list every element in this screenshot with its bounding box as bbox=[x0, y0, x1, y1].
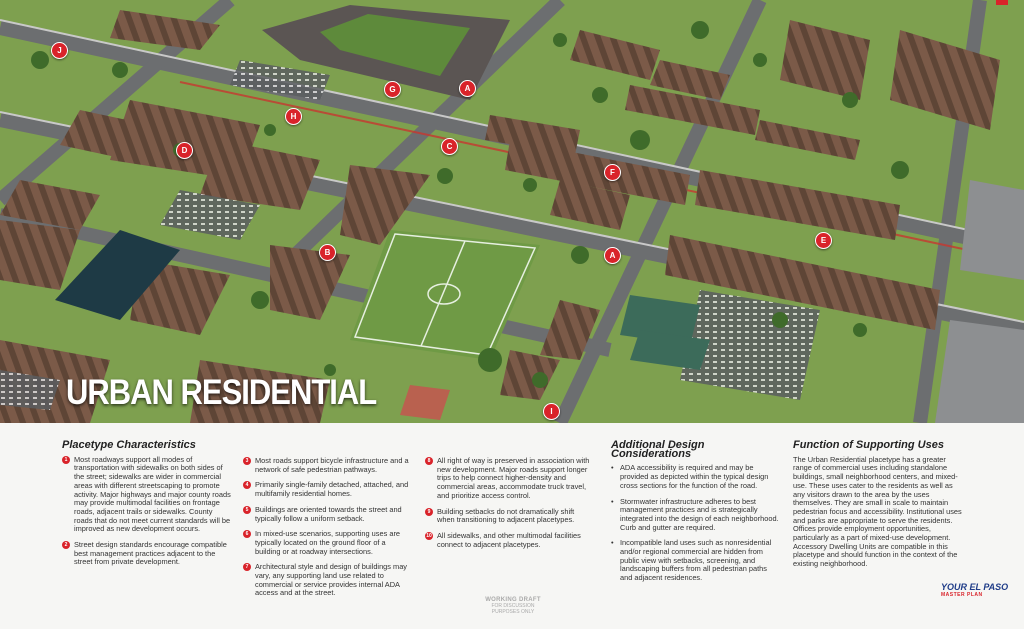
marker-a-2: A bbox=[604, 247, 621, 264]
supporting-text: The Urban Residential placetype has a greater range of commercial uses including standalone buildings, small neighborhood centers, and mixed-use. These uses cater to the residents as well as any visitors drawn to the area by the uses themselves. They are small in scale to maintain pedestrian focus and accessibility. Institutional uses and parks are appropriate to serve the residents. Offices provide employment opportunities, particularly as a part of mixed-use development. Accessory Dwelling Units are compatible in this placetype and should function in the context of the existing neighborhood. bbox=[793, 454, 962, 569]
list-item: 10 All sidewalks, and other multimodal facilities connect to adjacent placetypes. bbox=[426, 530, 581, 549]
marker-b: B bbox=[319, 244, 336, 261]
supporting-heading: Function of Supporting Uses bbox=[793, 439, 944, 451]
rightofway-column bbox=[425, 457, 593, 556]
list-item: 7 Architectural style and design of buildings may vary, any supporting land use related to commercial or service provides internal ADA access and at the street. bbox=[243, 563, 413, 598]
list-item: 6 In mixed-use scenarios, supporting uses are typically located on the ground floor of a building or at roadway intersections. bbox=[243, 530, 413, 556]
page-title: URBAN RESIDENTIAL bbox=[66, 372, 377, 413]
number-badge: 4 bbox=[243, 481, 251, 489]
marker-c: C bbox=[441, 138, 458, 155]
number-badge: 5 bbox=[243, 506, 251, 514]
design-column bbox=[611, 441, 779, 590]
list-item: 5 Buildings are oriented towards the street and typically follow a uniform setback. bbox=[243, 506, 413, 523]
logo-main-text: YOUR EL PASO bbox=[941, 582, 1009, 592]
design-heading: Additional Design Considerations bbox=[611, 439, 705, 460]
list-item: 4 Primarily single-family detached, attached, and multifamily residential homes. bbox=[243, 481, 413, 498]
number-badge: 2 bbox=[62, 541, 70, 549]
marker-i: I bbox=[543, 403, 560, 420]
text-panel bbox=[0, 423, 1024, 629]
list-item: 2 Street design standards encourage compatible best management practices adjacent to the street from private development. bbox=[62, 541, 232, 567]
list-item: 1 Most roadways support all modes of transportation with sidewalks on both sides of the street; sidewalks are wider in commercial areas with different streetscaping to promote activity. Major highways and major county roads may provide multimodal facilities on frontage roads, adjacent trails or sidewalks. County roads that do not meet current standards will be improved as new development occurs. bbox=[62, 456, 232, 534]
number-badge: 1 bbox=[62, 456, 70, 464]
roads-column bbox=[243, 457, 413, 605]
corner-tab bbox=[996, 0, 1008, 5]
placetype-column bbox=[62, 441, 232, 574]
number-badge: 8 bbox=[425, 457, 433, 465]
marker-d: D bbox=[176, 142, 193, 159]
draft-stamp bbox=[478, 597, 548, 615]
list-item: 3 Most roads support bicycle infrastructure and a network of safe pedestrian pathways. bbox=[243, 457, 413, 474]
marker-h: H bbox=[285, 108, 302, 125]
draft-subtitle: FOR DISCUSSION PURPOSES ONLY bbox=[491, 603, 535, 615]
number-badge: 9 bbox=[425, 508, 433, 516]
number-badge: 6 bbox=[243, 530, 251, 538]
your-el-paso-logo bbox=[941, 582, 1008, 598]
number-badge: 7 bbox=[243, 563, 251, 571]
logo-sub-text: MASTER PLAN bbox=[941, 592, 983, 598]
list-item: 8 All right of way is preserved in association with new development. Major roads support longer trips to help connect higher-density and commercial areas, accommodate truck travel, and prioritize access control. bbox=[425, 457, 593, 501]
marker-e: E bbox=[815, 232, 832, 249]
marker-j: J bbox=[51, 42, 68, 59]
draft-title: WORKING DRAFT bbox=[485, 597, 541, 603]
number-badge: 3 bbox=[243, 457, 251, 465]
list-item: • ADA accessibility is required and may be provided as depicted within the typical design cross sections for the function of the road. bbox=[611, 464, 779, 490]
number-badge: 10 bbox=[426, 532, 432, 539]
marker-a: A bbox=[459, 80, 476, 97]
supporting-column bbox=[793, 441, 965, 569]
list-item: • Stormwater infrastructure adheres to best management practices and is strategically integrated into the design of each neighborhood. Curb and gutter are required. bbox=[611, 498, 779, 533]
marker-g: G bbox=[384, 81, 401, 98]
placetype-heading: Placetype Characteristics bbox=[62, 439, 196, 451]
marker-f: F bbox=[604, 164, 621, 181]
list-item: 9 Building setbacks do not dramatically shift when transitioning to adjacent placetypes. bbox=[425, 508, 593, 525]
list-item: • Incompatible land uses such as nonresidential and/or regional commercial are hidden from public view with setbacks, screening, and landscaping buffers from all pedestrian paths and adjacent residences. bbox=[611, 539, 779, 583]
